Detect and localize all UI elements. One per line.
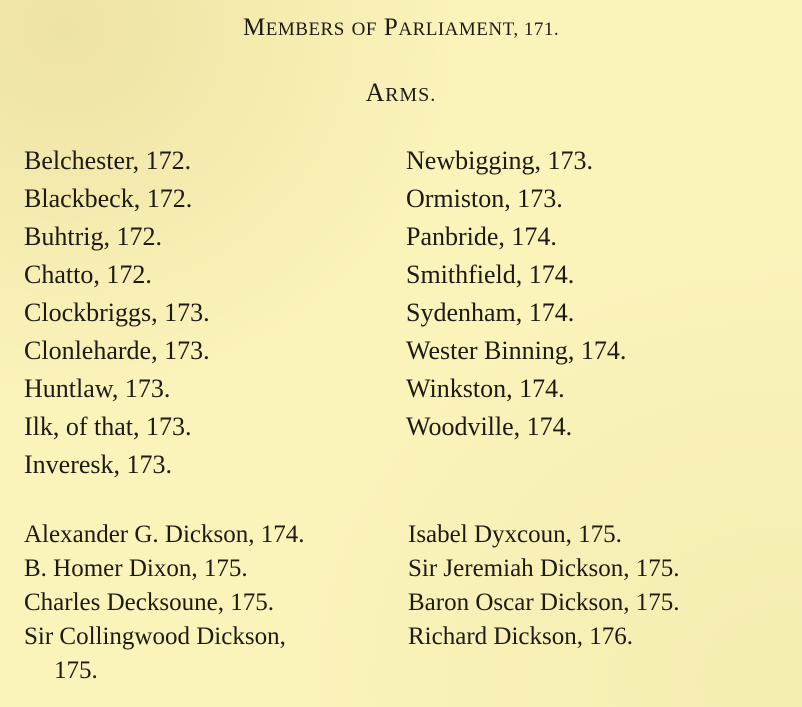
running-head-parliament: ARLIAMENT bbox=[398, 19, 514, 40]
list-item: Blackbeck, 172. bbox=[24, 184, 193, 213]
list-item-continuation: 175. bbox=[54, 657, 98, 684]
list-item: Winkston, 174. bbox=[406, 374, 565, 403]
list-item: Newbigging, 173. bbox=[406, 146, 594, 175]
list-item: Sir Collingwood Dickson, bbox=[24, 623, 286, 650]
list-item: Clonleharde, 173. bbox=[24, 336, 210, 365]
list-item: Ilk, of that, 173. bbox=[24, 412, 192, 441]
list-item: Huntlaw, 173. bbox=[24, 374, 171, 403]
list-item: Sydenham, 174. bbox=[406, 298, 575, 327]
list-item: Wester Binning, 174. bbox=[406, 336, 627, 365]
list-item: Clockbriggs, 173. bbox=[24, 298, 210, 327]
arms-index-columns bbox=[0, 142, 802, 484]
list-item: Isabel Dyxcoun, 175. bbox=[408, 521, 622, 548]
names-index-columns bbox=[0, 518, 802, 688]
section-title-text: RMS. bbox=[385, 84, 437, 106]
running-head-initial-parliament: P bbox=[383, 14, 399, 41]
list-item: Smithfield, 174. bbox=[406, 260, 575, 289]
list-item: Richard Dickson, 176. bbox=[408, 623, 633, 650]
list-item: Belchester, 172. bbox=[24, 146, 192, 175]
section-title bbox=[0, 78, 802, 108]
list-item: Panbride, 174. bbox=[406, 222, 557, 251]
running-head-page-number: , 171. bbox=[513, 19, 560, 40]
list-item: Charles Decksoune, 175. bbox=[24, 589, 274, 616]
list-item: Inveresk, 173. bbox=[24, 450, 173, 479]
running-head-initial-members: M bbox=[242, 14, 266, 41]
list-item: Alexander G. Dickson, 174. bbox=[24, 521, 305, 548]
list-item: Ormiston, 173. bbox=[406, 184, 563, 213]
names-column-left bbox=[24, 518, 408, 688]
list-item: B. Homer Dixon, 175. bbox=[24, 555, 248, 582]
section-title-initial: A bbox=[365, 78, 386, 107]
running-head bbox=[0, 0, 802, 42]
arms-column-right bbox=[406, 142, 786, 484]
running-head-members: EMBERS bbox=[265, 19, 345, 40]
list-item: Woodville, 174. bbox=[406, 412, 573, 441]
running-head-of: OF bbox=[351, 19, 377, 40]
list-item: Buhtrig, 172. bbox=[24, 222, 162, 251]
list-item: Baron Oscar Dickson, 175. bbox=[408, 589, 680, 616]
list-item: Chatto, 172. bbox=[24, 260, 152, 289]
names-column-right bbox=[408, 518, 788, 688]
arms-column-left bbox=[24, 142, 406, 484]
list-item: Sir Jeremiah Dickson, 175. bbox=[408, 555, 680, 582]
